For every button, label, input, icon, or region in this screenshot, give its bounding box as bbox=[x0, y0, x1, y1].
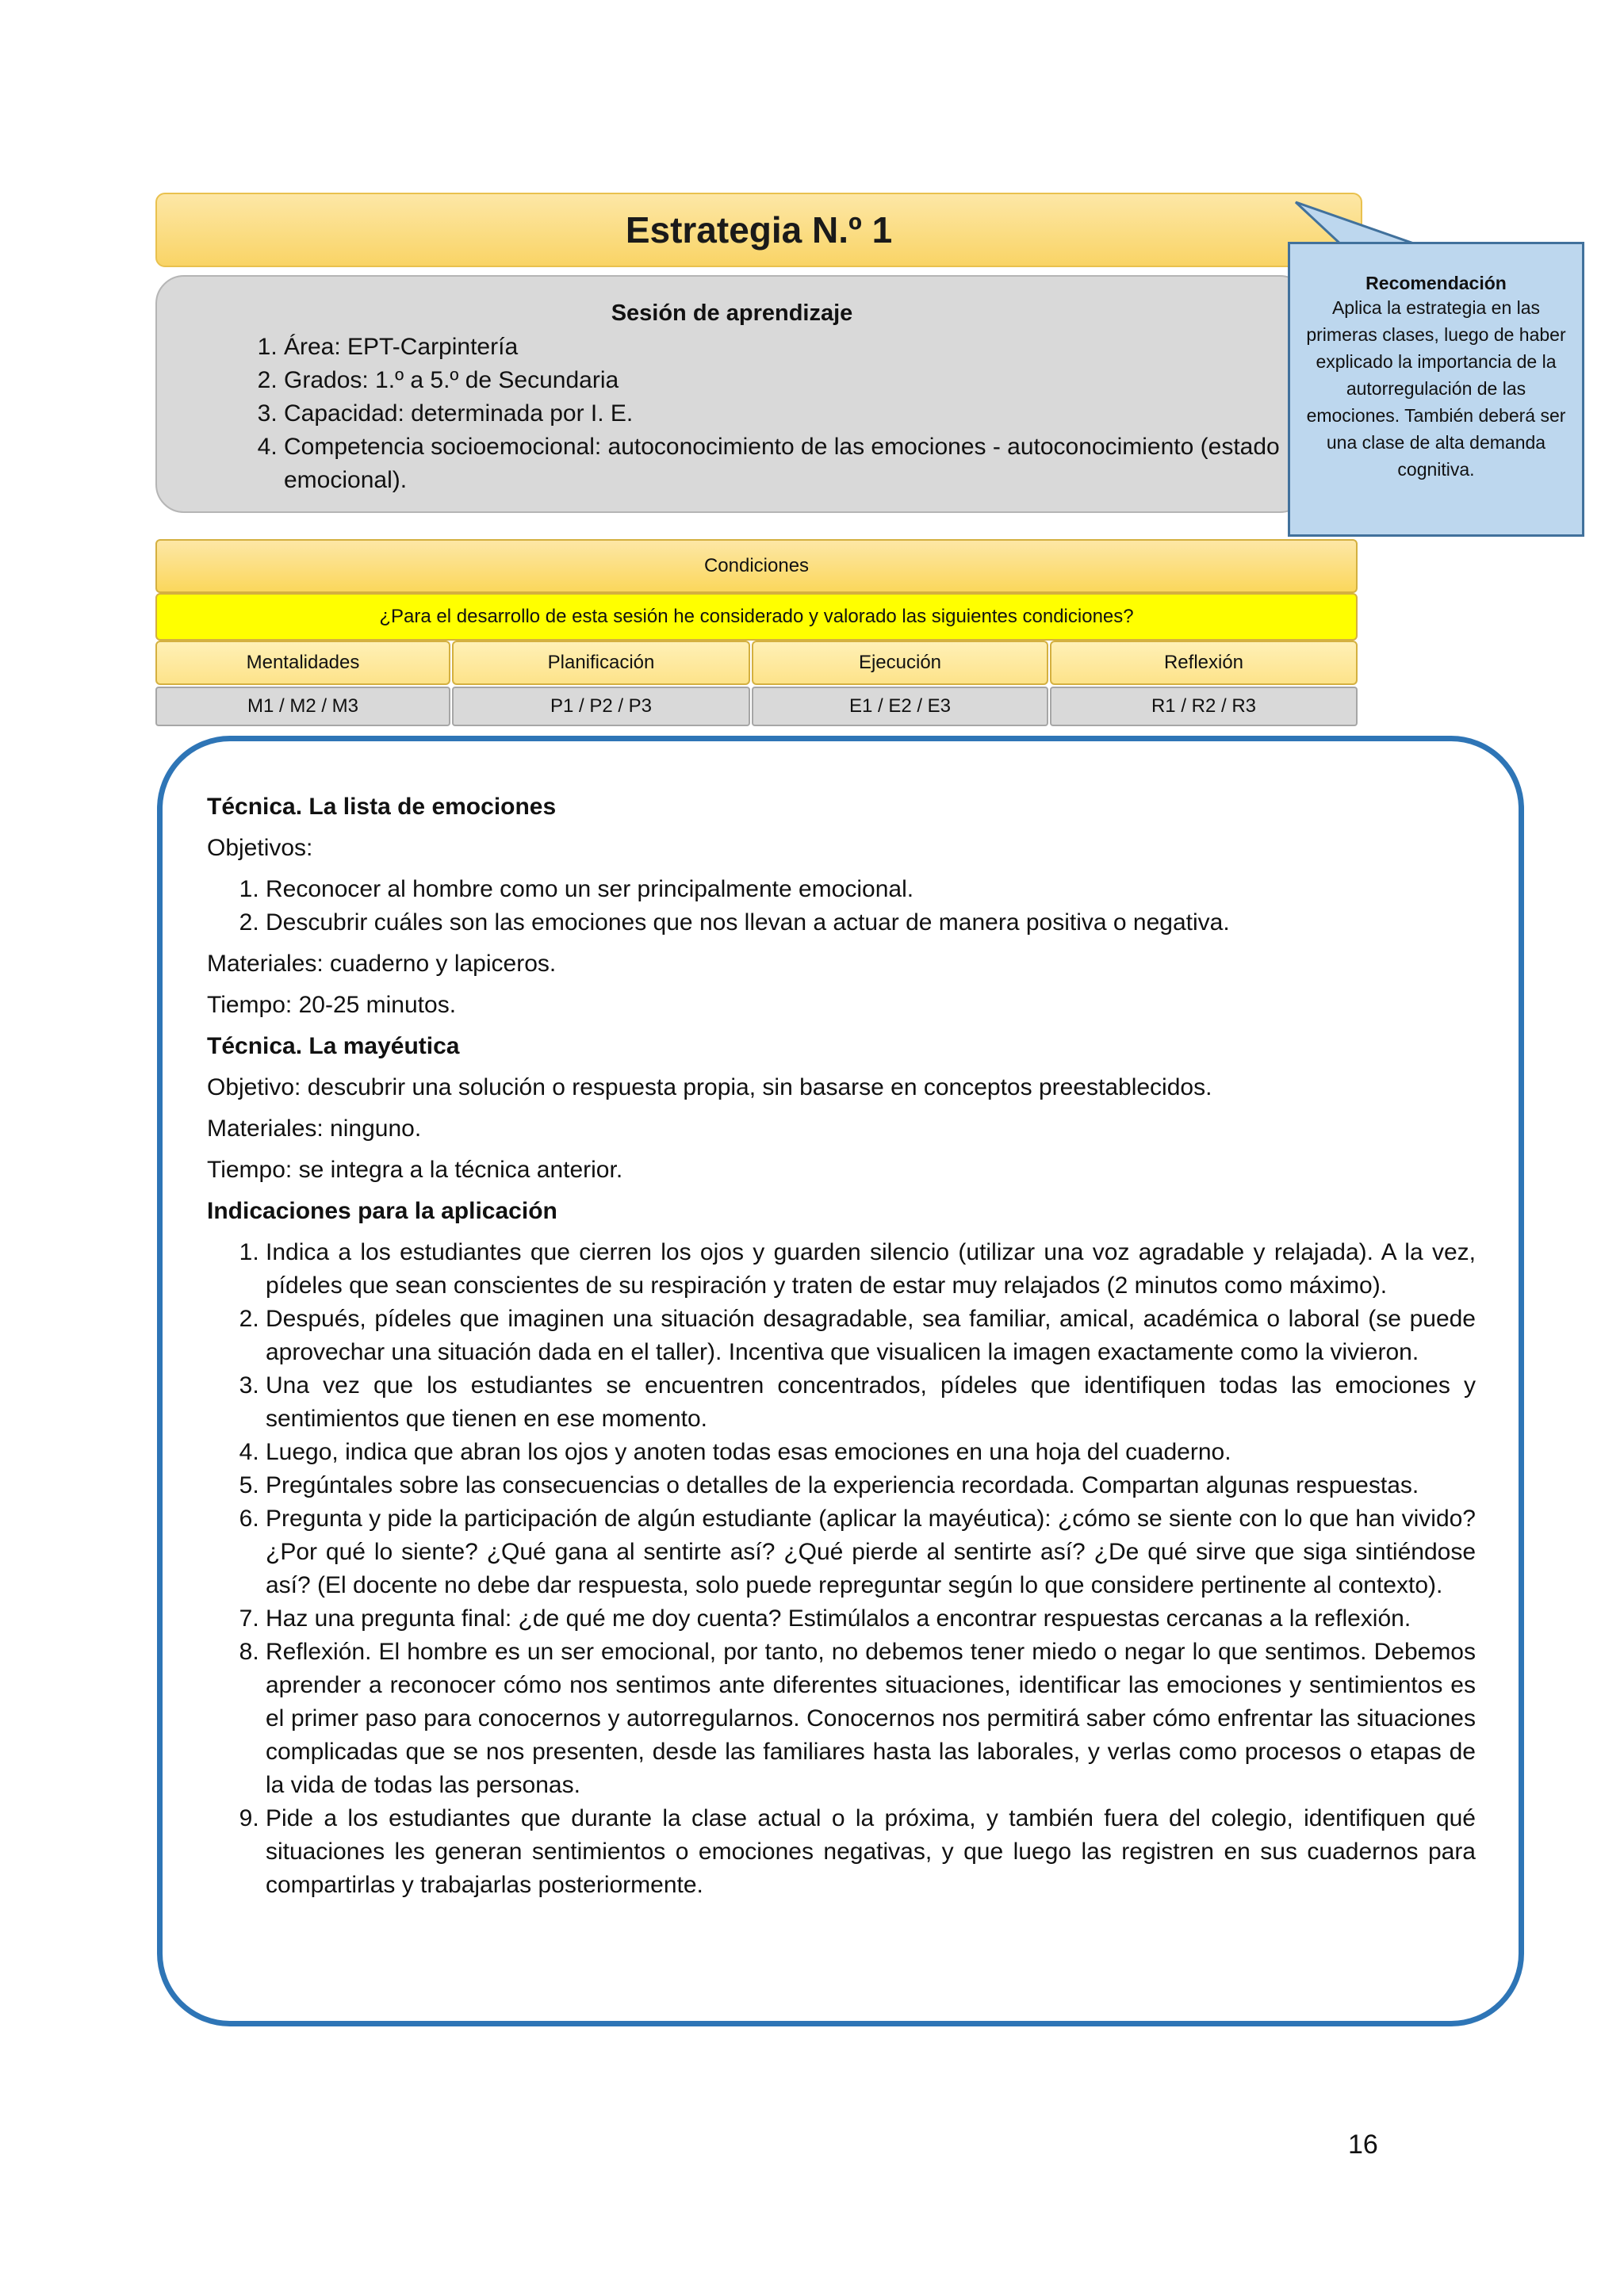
indication-item: 3. Una vez que los estudiantes se encuentren concentrados, pídeles que identifiquen todas las emociones y sentimientos que tienen en ese momento. bbox=[266, 1369, 1476, 1436]
objective2: Objetivo: descubrir una solución o respuesta propia, sin basarse en conceptos preestablecidos. bbox=[207, 1074, 1212, 1100]
indications-list bbox=[207, 1236, 1476, 1902]
session-item: 3. Capacidad: determinada por I. E. bbox=[284, 397, 1315, 430]
indication-item: 6. Pregunta y pide la participación de algún estudiante (aplicar la mayéutica): ¿cómo se siente con lo que han vivido? ¿Por qué lo siente? ¿Qué gana al sentirte así? ¿Qué pierde al sentirte así? ¿De qué sirve que siga sintiéndose así? (El docente no debe dar respuesta, solo puede repreguntar según lo que considere pertinente al contexto). bbox=[266, 1502, 1476, 1602]
technique-box bbox=[157, 736, 1524, 2026]
session-item: 4. Competencia socioemocional: autoconocimiento de las emociones - autoconocimiento (estado emocional). bbox=[284, 430, 1315, 497]
objective-item: 1. Reconocer al hombre como un ser principalmente emocional. bbox=[266, 873, 1476, 906]
indication-item: 4. Luego, indica que abran los ojos y anoten todas esas emociones en una hoja del cuaderno. bbox=[266, 1436, 1476, 1469]
session-heading: Sesión de aprendizaje bbox=[611, 300, 853, 326]
phase-planificacion: Planificación bbox=[452, 641, 750, 685]
page-number: 16 bbox=[1348, 2130, 1378, 2160]
time1: Tiempo: 20-25 minutos. bbox=[207, 992, 457, 1018]
recommendation-callout bbox=[1288, 242, 1584, 537]
indication-item: 7. Haz una pregunta final: ¿de qué me doy cuenta? Estimúlalos a encontrar respuestas cercanas a la reflexión. bbox=[266, 1602, 1476, 1636]
phase-ejecucion: Ejecución bbox=[752, 641, 1048, 685]
objectives-list bbox=[207, 873, 1476, 939]
conditions-question: ¿Para el desarrollo de esta sesión he considerado y valorado las siguientes condiciones? bbox=[155, 593, 1358, 641]
callout-title: Recomendación bbox=[1365, 273, 1507, 293]
codes-planificacion: P1 / P2 / P3 bbox=[452, 687, 750, 726]
indication-item: 8. Reflexión. El hombre es un ser emocional, por tanto, no debemos tener miedo o negar lo que sentimos. Debemos aprender a reconocer cómo nos sentimos ante diferentes situaciones, identificar las emociones y sentimientos es el primer paso para conocernos y autorregularnos. Conocernos nos permitirá saber cómo enfrentar las situaciones complicadas que se nos presenten, desde las familiares hasta las laborales, y verlas como procesos o etapas de la vida de todas las personas. bbox=[266, 1636, 1476, 1802]
session-item: 1. Área: EPT-Carpintería bbox=[284, 331, 1315, 364]
session-list bbox=[236, 331, 1315, 497]
objectives-label: Objetivos: bbox=[207, 835, 313, 861]
time2: Tiempo: se integra a la técnica anterior. bbox=[207, 1157, 623, 1183]
objective-item: 2. Descubrir cuáles son las emociones que nos llevan a actuar de manera positiva o negativa. bbox=[266, 906, 1476, 939]
technique-content bbox=[207, 790, 1476, 1940]
indication-item: 1. Indica a los estudiantes que cierren los ojos y guarden silencio (utilizar una voz agradable y relajada). A la vez, pídeles que sean conscientes de su respiración y traten de estar muy relajados (2 minutos como máximo). bbox=[266, 1236, 1476, 1303]
technique1-title: Técnica. La lista de emociones bbox=[207, 794, 557, 820]
conditions-title: Condiciones bbox=[155, 539, 1358, 593]
page-title: Estrategia N.º 1 bbox=[625, 209, 893, 251]
phase-mentalidades: Mentalidades bbox=[155, 641, 450, 685]
codes-ejecucion: E1 / E2 / E3 bbox=[752, 687, 1048, 726]
codes-mentalidades: M1 / M2 / M3 bbox=[155, 687, 450, 726]
indication-item: 5. Pregúntales sobre las consecuencias o detalles de la experiencia recordada. Compartan algunas respuestas. bbox=[266, 1469, 1476, 1502]
session-item: 2. Grados: 1.º a 5.º de Secundaria bbox=[284, 364, 1315, 397]
indication-item: 2. Después, pídeles que imaginen una situación desagradable, sea familiar, amical, académica o laboral (se puede aprovechar una situación dada en el taller). Incentiva que visualicen la imagen exactamente como la vivieron. bbox=[266, 1303, 1476, 1369]
indications-title: Indicaciones para la aplicación bbox=[207, 1198, 557, 1224]
materials2: Materiales: ninguno. bbox=[207, 1115, 422, 1142]
materials1: Materiales: cuaderno y lapiceros. bbox=[207, 951, 557, 977]
title-banner bbox=[155, 193, 1362, 267]
indication-item: 9. Pide a los estudiantes que durante la clase actual o la próxima, y también fuera del colegio, identifiquen qué situaciones les generan sentimientos o emociones negativas, y que luego las registren en sus cuadernos para compartirlas y trabajarlas posteriormente. bbox=[266, 1802, 1476, 1902]
codes-reflexion: R1 / R2 / R3 bbox=[1050, 687, 1358, 726]
session-box bbox=[155, 275, 1308, 513]
callout-text: Aplica la estrategia en las primeras clases, luego de haber explicado la importancia de la autorregulación de las emociones. También deberá ser una clase de alta demanda cognitiva. bbox=[1306, 297, 1566, 480]
technique2-title: Técnica. La mayéutica bbox=[207, 1033, 460, 1059]
phase-reflexion: Reflexión bbox=[1050, 641, 1358, 685]
